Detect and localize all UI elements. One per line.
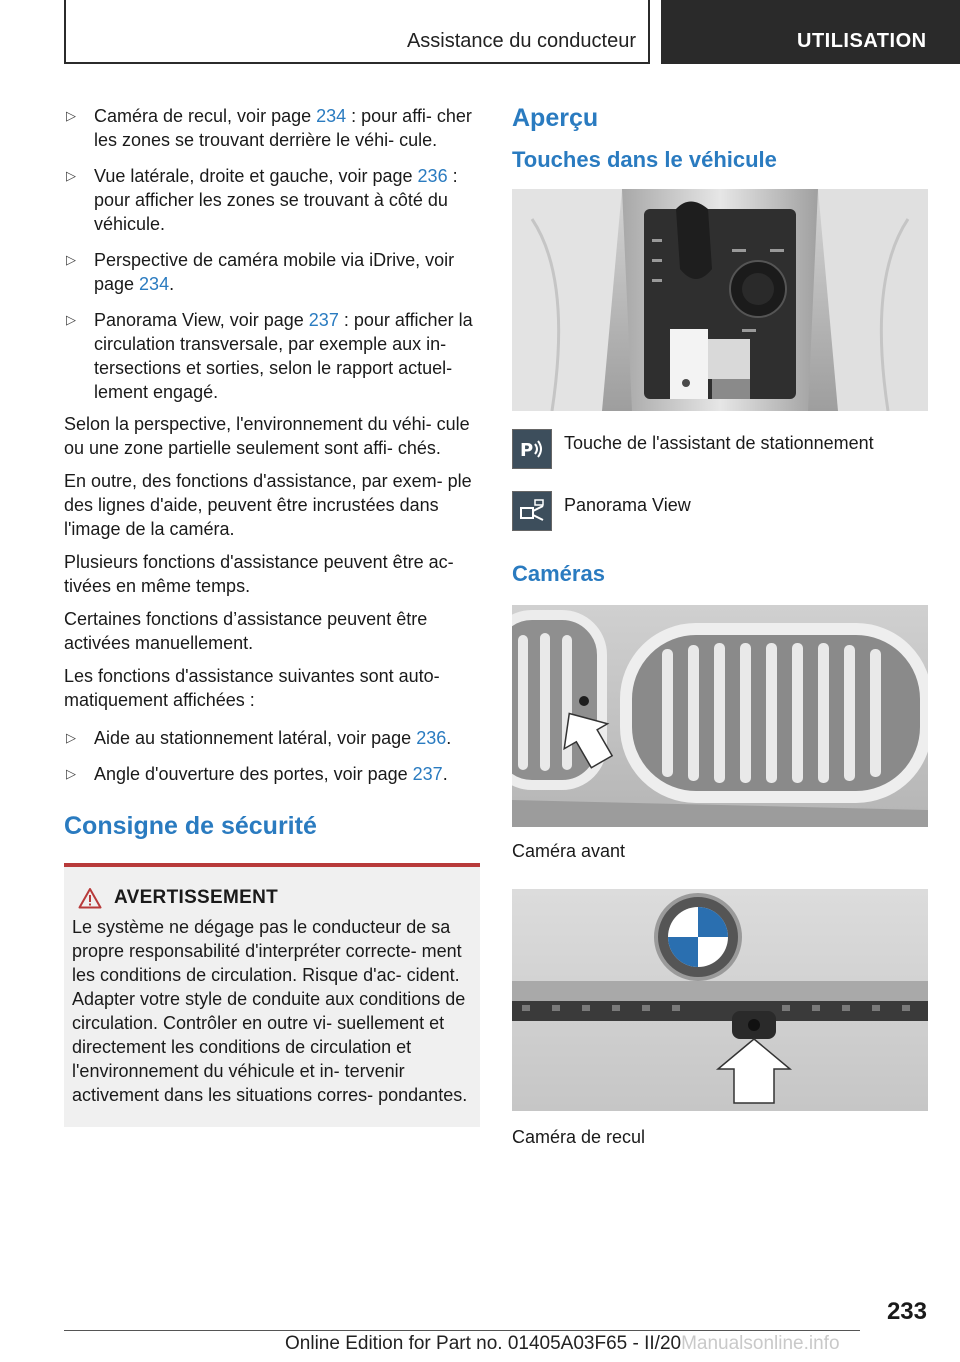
front-camera-caption: Caméra avant (512, 841, 626, 861)
section-title: Assistance du conducteur (406, 30, 636, 52)
list-item: ▷ Caméra de recul, voir page 234 : pour affi‐ cher les zones se trouvant derrière le véhi‐ cule. (66, 106, 472, 150)
page-number: 233 (886, 1298, 927, 1325)
center-console-photo (512, 189, 928, 411)
warning-title: AVERTISSEMENT (114, 887, 279, 908)
page-link[interactable]: 236 (416, 728, 447, 748)
list-item: ▷ Panorama View, voir page 237 : pour afficher la circulation transversale, par exemple aux in‐ tersections et sorties, selon le rapport actuel‐ lement engagé. (66, 310, 473, 402)
page-link[interactable]: 237 (308, 310, 339, 330)
triangle-bullet-icon: ▷ (66, 252, 76, 267)
panorama-view-icon (512, 491, 552, 531)
left-column (64, 104, 480, 1127)
page-link[interactable]: 237 (412, 764, 443, 784)
parking-assistant-label: Touche de l'assistant de stationnement (564, 433, 874, 453)
svg-text:P: P (520, 440, 534, 461)
bullet-list-top (64, 104, 480, 404)
warning-box (64, 863, 480, 1127)
parking-assistant-button-row (512, 429, 928, 469)
list-item: ▷ Angle d'ouverture des portes, voir page 237. (66, 764, 448, 784)
warning-triangle-icon (78, 887, 102, 909)
panorama-view-label: Panorama View (564, 495, 691, 515)
paragraph: Selon la perspective, l'environnement du véhi‐ cule ou une zone partielle seulement sont affi‐ chés. (64, 414, 470, 458)
rear-camera-photo (512, 889, 928, 1111)
page-link[interactable]: 236 (417, 166, 448, 186)
front-camera-photo (512, 605, 928, 827)
triangle-bullet-icon: ▷ (66, 730, 76, 745)
bullet-list-bottom (64, 726, 480, 786)
paragraph: En outre, des fonctions d'assistance, par exem‐ ple des lignes d'aide, peuvent être incrustées dans l'image de la caméra. (64, 471, 472, 539)
right-column (512, 104, 928, 1149)
buttons-heading: Touches dans le véhicule (512, 147, 777, 172)
header-frame (64, 0, 650, 64)
overview-heading: Aperçu (512, 104, 599, 132)
list-item: ▷ Aide au stationnement latéral, voir page 236. (66, 728, 452, 748)
footer-text: Online Edition for Part no. 01405A03F65 - II/20Manualsonline.info (285, 1333, 840, 1354)
footer-brand: Manualsonline.info (681, 1333, 840, 1354)
warning-header (72, 887, 472, 909)
list-item: ▷ Perspective de caméra mobile via iDrive, voir page 234. (66, 250, 455, 294)
paragraph: Les fonctions d'assistance suivantes sont auto‐ matiquement affichées : (64, 666, 440, 710)
cameras-heading: Caméras (512, 561, 605, 586)
page-link[interactable]: 234 (316, 106, 347, 126)
page-link[interactable]: 234 (139, 274, 170, 294)
triangle-bullet-icon: ▷ (66, 312, 76, 327)
parking-assistant-icon (512, 429, 552, 469)
safety-heading: Consigne de sécurité (64, 812, 317, 840)
warning-text: Le système ne dégage pas le conducteur de sa propre responsabilité d'interpréter correcte‐ ment les conditions de circulation. Risque d'ac‐ cident. Adapter votre style de conduite aux conditions de circulation. Contrôler en outre vi‐ suellement et directement les conditions de circulation et l'environnement du véhicule et in‐ tervenir activement dans les situations corres‐ pondantes. (72, 917, 468, 1105)
panorama-view-button-row (512, 491, 928, 531)
list-item: ▷ Vue latérale, droite et gauche, voir page 236 : pour afficher les zones se trouvant à côté du véhicule. (66, 166, 458, 234)
rear-camera-caption: Caméra de recul (512, 1127, 646, 1147)
footer-divider (64, 1330, 860, 1331)
triangle-bullet-icon: ▷ (66, 108, 76, 123)
triangle-bullet-icon: ▷ (66, 168, 76, 183)
paragraph: Certaines fonctions d’assistance peuvent être activées manuellement. (64, 609, 428, 653)
paragraph: Plusieurs fonctions d'assistance peuvent être ac‐ tivées en même temps. (64, 552, 454, 596)
triangle-bullet-icon: ▷ (66, 766, 76, 781)
chapter-tab: UTILISATION (661, 0, 960, 64)
